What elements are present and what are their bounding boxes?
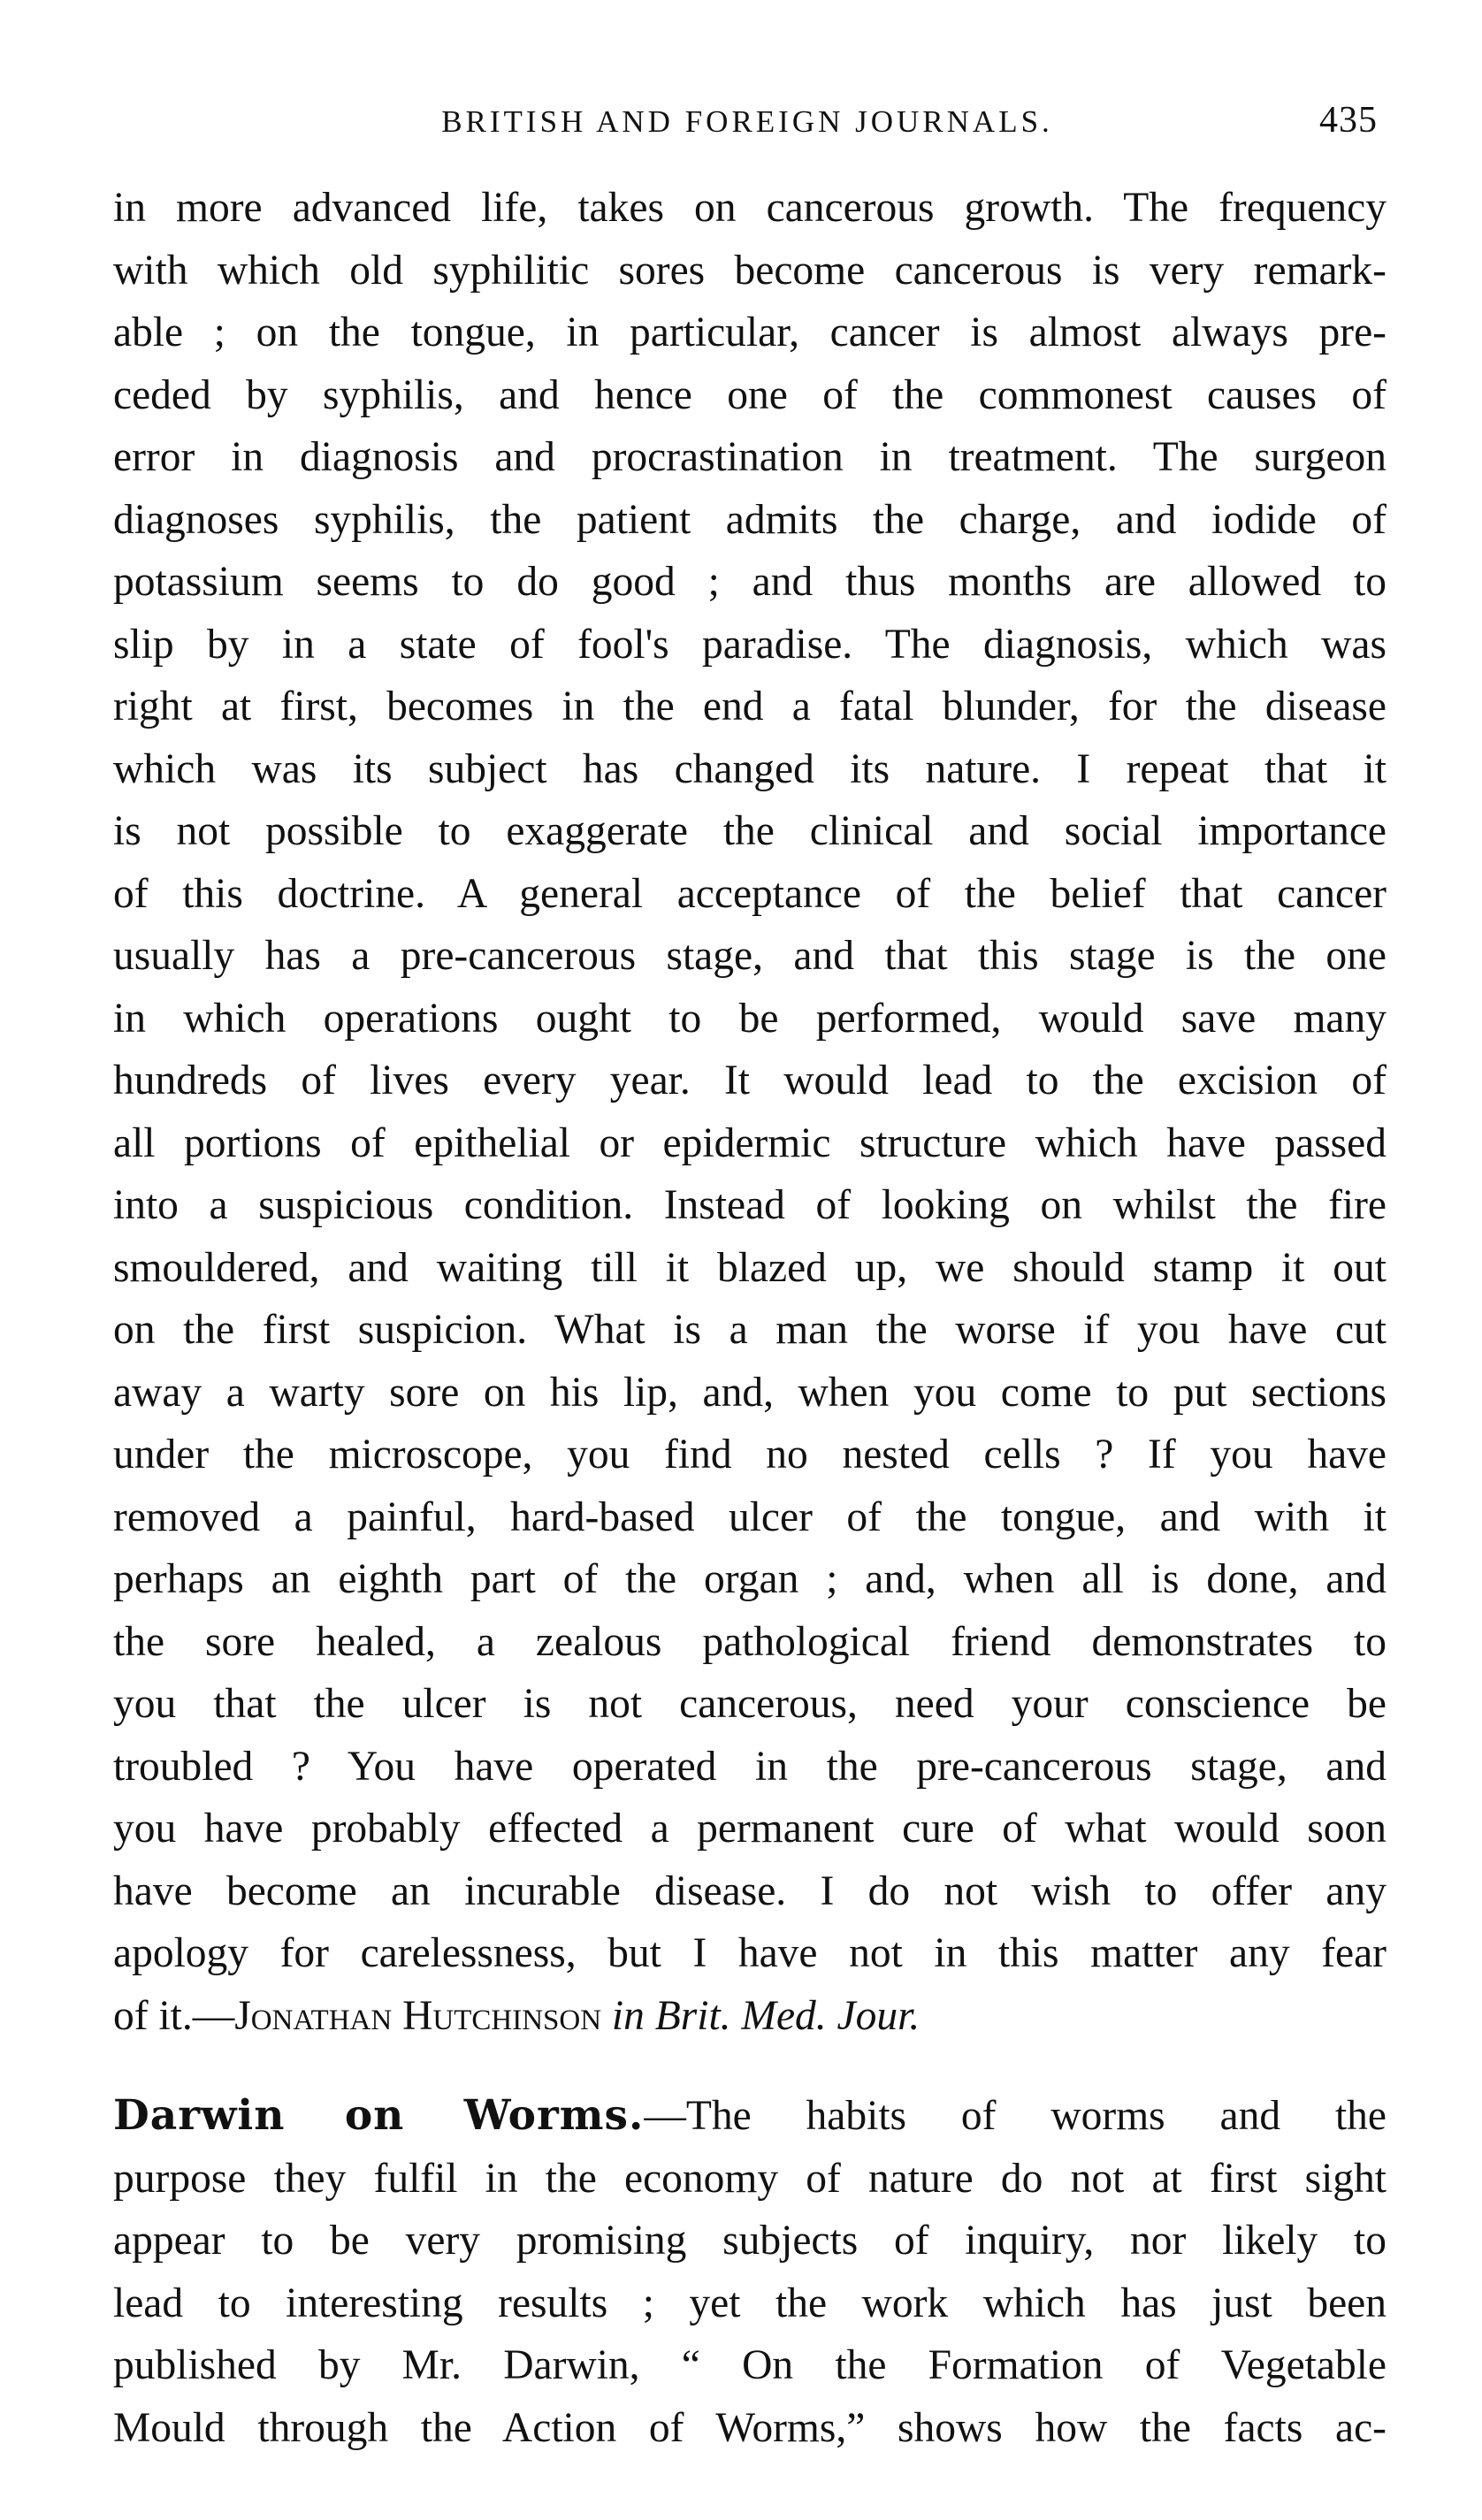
article-darwin-body — [113, 2085, 1387, 2459]
page-number: 435 — [1319, 100, 1378, 141]
text-line: under the microscope, you find no nested cells ? If you have — [113, 1432, 1387, 1478]
text-line: potassium seems to do good ; and thus months are allowed to — [113, 559, 1387, 605]
article-hutchinson-body — [113, 177, 1387, 2047]
text-line: is not possible to exaggerate the clinical and social importance — [113, 808, 1387, 854]
attribution-line — [113, 1985, 1387, 2048]
heading-line — [113, 2085, 1387, 2148]
text-line: diagnoses syphilis, the patient admits the charge, and iodide of — [113, 496, 1387, 543]
closing-text: of it.— — [113, 1992, 235, 2039]
text-line: in which operations ought to be performed, would save many — [113, 995, 1387, 1042]
text-line: error in diagnosis and procrastination in treatment. The surgeon — [113, 434, 1387, 480]
running-title: BRITISH AND FOREIGN JOURNALS. — [441, 104, 1053, 139]
text-line: usually has a pre-cancerous stage, and that this stage is the one — [113, 933, 1387, 979]
attribution-source: in Brit. Med. Jour. — [611, 1992, 921, 2039]
text-line: you have probably effected a permanent cure of what would soon — [113, 1806, 1387, 1852]
text-line: perhaps an eighth part of the organ ; and, when all is done, and — [113, 1556, 1387, 1602]
section-heading: Darwin on Worms. — [113, 2091, 645, 2140]
text-line: removed a painful, hard-based ulcer of the tongue, and with it — [113, 1493, 1387, 1540]
attribution-author: Jonathan Hutchinson — [234, 1992, 602, 2039]
text-line: purpose they fulfil in the economy of nature do not at first sight — [113, 2155, 1387, 2202]
text-line: hundreds of lives every year. It would lead to the excision of — [113, 1058, 1387, 1103]
text-line: have become an incurable disease. I do not wish to offer any — [113, 1867, 1387, 1914]
text-line: the sore healed, a zealous pathological friend demonstrates to — [113, 1618, 1387, 1665]
text-line: able ; on the tongue, in particular, cancer is almost always pre- — [113, 309, 1387, 355]
text-line: of this doctrine. A general acceptance of the belief that cancer — [113, 870, 1387, 917]
text-line: slip by in a state of fool's paradise. The diagnosis, which was — [113, 621, 1387, 668]
text-line: smouldered, and waiting till it blazed up, we should stamp it out — [113, 1244, 1387, 1291]
text-line: which was its subject has changed its nature. I repeat that it — [113, 745, 1387, 792]
running-head — [113, 99, 1387, 152]
text-line: Mould through the Action of Worms,” shows how the facts ac- — [113, 2404, 1387, 2451]
text-line: in more advanced life, takes on cancerous growth. The frequency — [113, 185, 1387, 231]
text-line: into a suspicious condition. Instead of looking on whilst the fire — [113, 1182, 1387, 1228]
text-line: appear to be very promising subjects of inquiry, nor likely to — [113, 2218, 1387, 2264]
text-line: apology for carelessness, but I have not in this matter any fear — [113, 1930, 1387, 1976]
text-line: all portions of epithelial or epidermic structure which have passed — [113, 1119, 1387, 1166]
text-line: published by Mr. Darwin, “ On the Formation of Vegetable — [113, 2342, 1387, 2388]
heading-line-text: —The habits of worms and the — [644, 2093, 1387, 2139]
text-line: ceded by syphilis, and hence one of the commonest causes of — [113, 371, 1387, 418]
text-line: lead to interesting results ; yet the work which has just been — [113, 2279, 1387, 2326]
text-line: on the first suspicion. What is a man the worse if you have cut — [113, 1307, 1387, 1353]
text-line: troubled ? You have operated in the pre-cancerous stage, and — [113, 1743, 1387, 1790]
text-line: away a warty sore on his lip, and, when you come to put sections — [113, 1369, 1387, 1416]
text-line: right at first, becomes in the end a fatal blunder, for the disease — [113, 683, 1387, 729]
text-line: with which old syphilitic sores become cancerous is very remark- — [113, 247, 1387, 294]
text-line: you that the ulcer is not cancerous, need your conscience be — [113, 1681, 1387, 1727]
